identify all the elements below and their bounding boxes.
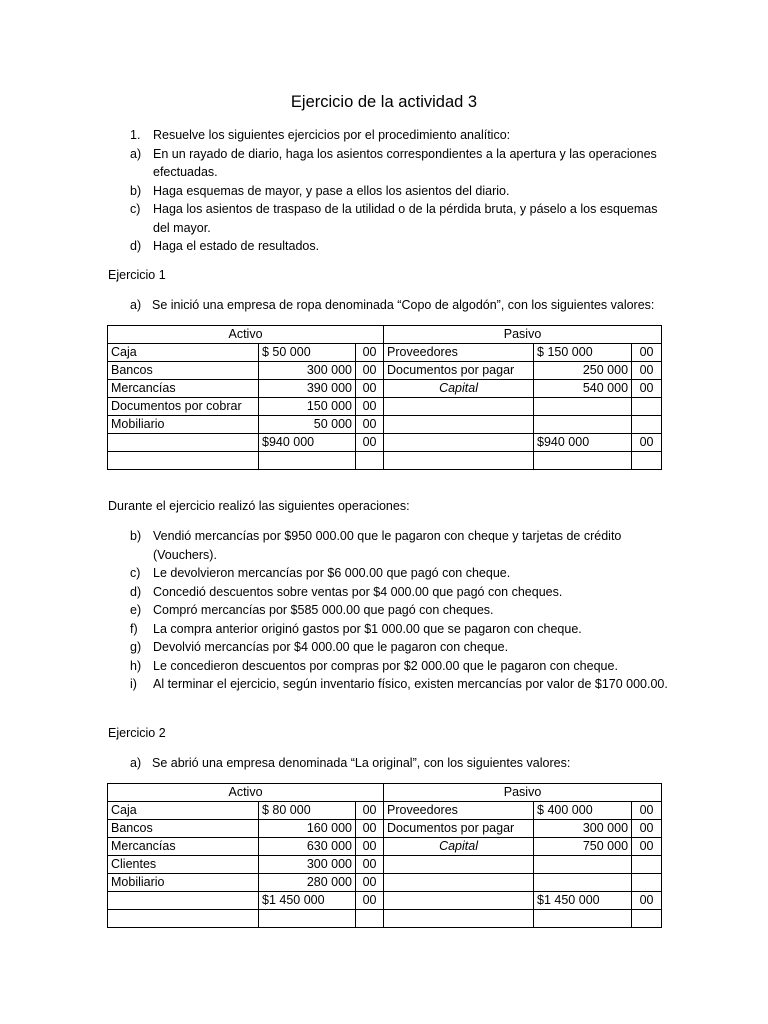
list-item: d) Haga el estado de resultados. [130, 239, 320, 253]
table-cell: $940 000 [534, 434, 632, 452]
exercise-1-intro: a) Se inició una empresa de ropa denominada “Copo de algodón”, con los siguientes valores: [130, 298, 655, 312]
list-item: i) Al terminar el ejercicio, según inventario físico, existen mercancías por valor de $170 000.00. [130, 677, 668, 691]
table-cell: Documentos por pagar [384, 362, 534, 380]
table-row [108, 434, 662, 452]
table-cell [384, 856, 534, 874]
table-cell: $ 150 000 [534, 344, 632, 362]
list-item: g) Devolvió mercancías por $4 000.00 que le pagaron con cheque. [130, 640, 509, 654]
list-item: b) Haga esquemas de mayor, y pase a ellos los asientos del diario. [130, 183, 510, 198]
table-cell [384, 398, 534, 416]
list-item: b) Vendió mercancías por $950 000.00 que le pagaron con cheque y tarjetas de crédito (Vouchers). [130, 529, 622, 562]
table-cell [108, 434, 259, 452]
table-cell [356, 452, 384, 470]
table-cell: 540 000 [534, 380, 632, 398]
table-cell: 300 000 [259, 856, 356, 874]
table-header-row [108, 326, 662, 344]
table-cell: 00 [632, 344, 662, 362]
table-cell: 00 [356, 892, 384, 910]
list-item: d) Concedió descuentos sobre ventas por $4 000.00 que pagó con cheques. [130, 584, 563, 599]
table-row [108, 398, 662, 416]
table-cell [384, 452, 534, 470]
table-cell [108, 452, 259, 470]
table-cell [384, 874, 534, 892]
table-row [108, 910, 662, 928]
table-cell [534, 416, 632, 434]
list-item: h) Le concedieron descuentos por compras por $2 000.00 que le pagaron con cheque. [130, 658, 618, 673]
table-cell: 50 000 [259, 416, 356, 434]
activo-header: Activo [108, 326, 384, 344]
table-cell: 00 [356, 874, 384, 892]
table-cell: 00 [632, 838, 662, 856]
table-cell [534, 856, 632, 874]
table-cell [632, 398, 662, 416]
table-cell: 00 [632, 380, 662, 398]
table-row [108, 380, 662, 398]
table-cell: 00 [356, 344, 384, 362]
table-cell: $ 50 000 [259, 344, 356, 362]
table-cell [534, 398, 632, 416]
table-cell: 00 [356, 362, 384, 380]
table-cell: $940 000 [259, 434, 356, 452]
table-cell: 00 [632, 820, 662, 838]
balance-table-2 [107, 783, 662, 928]
table-cell [108, 892, 259, 910]
exercise-1-heading: Ejercicio 1 [108, 268, 166, 282]
pasivo-header: Pasivo [384, 784, 662, 802]
list-item: c) Le devolvieron mercancías por $6 000.00 que pagó con cheque. [130, 566, 511, 580]
table-row [108, 820, 662, 838]
table-cell [632, 910, 662, 928]
table-cell: $ 80 000 [259, 802, 356, 820]
table-cell: Capital [384, 380, 534, 398]
table-cell [384, 910, 534, 928]
operations-list [108, 527, 668, 694]
exercise-2-intro: a) Se abrió una empresa denominada “La original”, con los siguientes valores: [130, 756, 571, 770]
table-cell [632, 416, 662, 434]
table-cell [259, 452, 356, 470]
operations-heading: Durante el ejercicio realizó las siguientes operaciones: [108, 499, 410, 513]
table-cell [632, 856, 662, 874]
table-cell: 630 000 [259, 838, 356, 856]
table-cell [534, 452, 632, 470]
table-row [108, 874, 662, 892]
table-row [108, 416, 662, 434]
table-row [108, 802, 662, 820]
table-cell: 280 000 [259, 874, 356, 892]
table-cell: 00 [356, 434, 384, 452]
table-cell: $1 450 000 [259, 892, 356, 910]
table-row [108, 892, 662, 910]
table-cell: $1 450 000 [534, 892, 632, 910]
table-cell [356, 910, 384, 928]
table-header-row [108, 784, 662, 802]
table-cell: Bancos [108, 820, 259, 838]
table-cell: 00 [356, 380, 384, 398]
exercise-2-heading: Ejercicio 2 [108, 726, 166, 740]
table-cell: 300 000 [259, 362, 356, 380]
table-cell: Bancos [108, 362, 259, 380]
table-cell: Clientes [108, 856, 259, 874]
table-cell: 750 000 [534, 838, 632, 856]
table-cell [534, 874, 632, 892]
table-cell: Caja [108, 344, 259, 362]
table-cell [384, 416, 534, 434]
balance-table-1 [107, 325, 662, 470]
table-cell: 160 000 [259, 820, 356, 838]
page-title: Ejercicio de la actividad 3 [290, 93, 478, 111]
table-cell: 00 [632, 892, 662, 910]
table-cell: Mobiliario [108, 416, 259, 434]
table-cell: 00 [356, 802, 384, 820]
table-cell: 00 [356, 838, 384, 856]
table-cell: Proveedores [384, 802, 534, 820]
table-row [108, 452, 662, 470]
table-cell: 00 [356, 398, 384, 416]
table-cell: $ 400 000 [534, 802, 632, 820]
activo-header: Activo [108, 784, 384, 802]
table-row [108, 856, 662, 874]
table-row [108, 838, 662, 856]
table-cell [108, 910, 259, 928]
table-cell [534, 910, 632, 928]
table-cell: 00 [632, 434, 662, 452]
table-cell: 00 [356, 416, 384, 434]
table-cell: Mercancías [108, 380, 259, 398]
table-cell: 250 000 [534, 362, 632, 380]
table-cell: Mobiliario [108, 874, 259, 892]
table-cell [632, 874, 662, 892]
pasivo-header: Pasivo [384, 326, 662, 344]
table-row [108, 344, 662, 362]
table-cell: 300 000 [534, 820, 632, 838]
list-item: c) Haga los asientos de traspaso de la utilidad o de la pérdida bruta, y páselo a los esquemas del mayor. [130, 202, 658, 235]
table-cell: Capital [384, 838, 534, 856]
table-cell: Mercancías [108, 838, 259, 856]
table-cell: 00 [356, 820, 384, 838]
table-row [108, 362, 662, 380]
list-item: e) Compró mercancías por $585 000.00 que pagó con cheques. [130, 603, 494, 617]
table-cell: 00 [632, 362, 662, 380]
table-cell [632, 452, 662, 470]
table-cell: 00 [356, 856, 384, 874]
list-item: 1. Resuelve los siguientes ejercicios por el procedimiento analítico: [130, 128, 511, 142]
table-cell: 390 000 [259, 380, 356, 398]
table-cell [259, 910, 356, 928]
list-item: a) En un rayado de diario, haga los asientos correspondientes a la apertura y las operaciones efectuadas. [130, 146, 657, 179]
table-cell: 150 000 [259, 398, 356, 416]
table-cell [384, 434, 534, 452]
table-cell: Documentos por pagar [384, 820, 534, 838]
instructions-list [108, 126, 668, 256]
table-cell: Caja [108, 802, 259, 820]
list-item: f) La compra anterior originó gastos por $1 000.00 que se pagaron con cheque. [130, 621, 582, 636]
table-cell: 00 [632, 802, 662, 820]
table-cell: Documentos por cobrar [108, 398, 259, 416]
table-cell [384, 892, 534, 910]
table-cell: Proveedores [384, 344, 534, 362]
